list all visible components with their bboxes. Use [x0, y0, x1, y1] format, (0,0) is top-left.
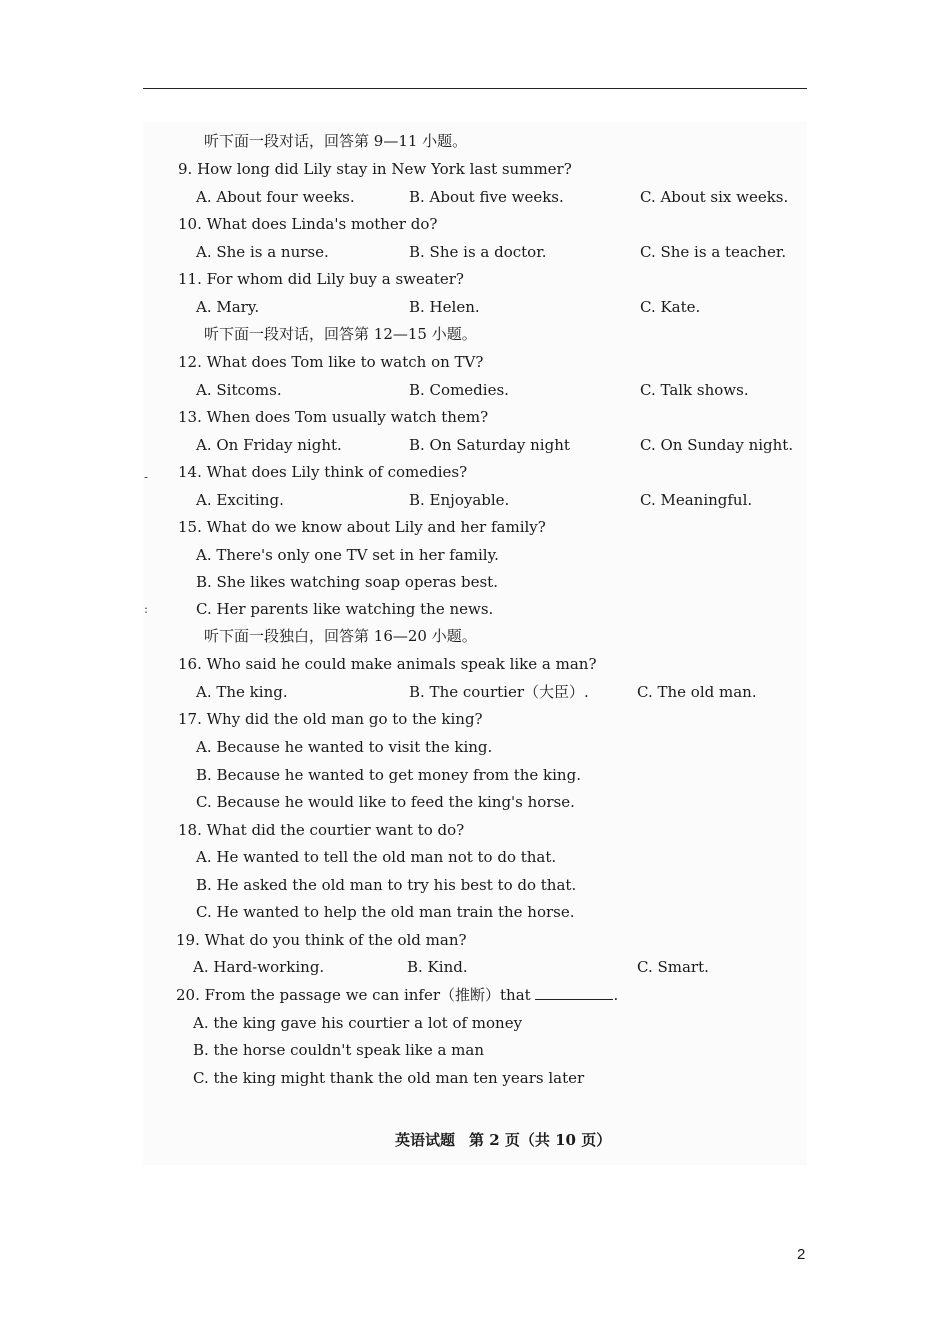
question-20-end: . [613, 986, 619, 1004]
question-20 [176, 985, 618, 1005]
question-20-text: 20. From the passage we can infer（推断）that [176, 986, 531, 1004]
option-19a: A. Hard-working. [193, 958, 325, 976]
option-14b: B. Enjoyable. [409, 491, 510, 509]
section-instruction-2: 听下面一段对话，回答第 12—15 小题。 [204, 325, 477, 343]
option-10b: B. She is a doctor. [409, 243, 547, 261]
option-15b: B. She likes watching soap operas best. [196, 573, 498, 591]
question-17: 17. Why did the old man go to the king? [178, 710, 483, 728]
option-15a: A. There's only one TV set in her family. [196, 546, 499, 564]
section-instruction-3: 听下面一段独白，回答第 16—20 小题。 [204, 627, 477, 645]
option-12a: A. Sitcoms. [196, 381, 282, 399]
question-19: 19. What do you think of the old man? [176, 931, 467, 949]
option-15c: C. Her parents like watching the news. [196, 600, 494, 618]
page-number: 2 [797, 1246, 806, 1263]
question-13: 13. When does Tom usually watch them? [178, 408, 489, 426]
option-20b: B. the horse couldn't speak like a man [193, 1041, 485, 1059]
question-16: 16. Who said he could make animals speak like a man? [178, 655, 597, 673]
option-13a: A. On Friday night. [196, 436, 342, 454]
option-17c: C. Because he would like to feed the king's horse. [196, 793, 575, 811]
option-14c: C. Meaningful. [640, 491, 753, 509]
option-12c: C. Talk shows. [640, 381, 749, 399]
option-9a: A. About four weeks. [196, 188, 355, 206]
option-19c: C. Smart. [637, 958, 709, 976]
question-14: 14. What does Lily think of comedies? [178, 463, 468, 481]
footer-page: 第 2 页（共 10 页） [469, 1131, 612, 1149]
option-13b: B. On Saturday night [409, 436, 570, 454]
option-19b: B. Kind. [407, 958, 468, 976]
option-12b: B. Comedies. [409, 381, 509, 399]
question-15: 15. What do we know about Lily and her family? [178, 518, 546, 536]
question-9: 9. How long did Lily stay in New York last summer? [178, 160, 572, 178]
answer-blank [535, 985, 613, 1000]
scan-mark-1: - [144, 470, 149, 484]
section-instruction-1: 听下面一段对话，回答第 9—11 小题。 [204, 132, 468, 150]
option-16b: B. The courtier（大臣）. [409, 683, 589, 701]
option-13c: C. On Sunday night. [640, 436, 794, 454]
option-20a: A. the king gave his courtier a lot of money [193, 1014, 523, 1032]
option-11a: A. Mary. [196, 298, 260, 316]
option-10a: A. She is a nurse. [196, 243, 329, 261]
question-18: 18. What did the courtier want to do? [178, 821, 465, 839]
option-9b: B. About five weeks. [409, 188, 564, 206]
option-11c: C. Kate. [640, 298, 701, 316]
scan-mark-2: : [144, 602, 149, 616]
top-rule [143, 88, 807, 89]
option-16a: A. The king. [196, 683, 288, 701]
option-18b: B. He asked the old man to try his best to do that. [196, 876, 577, 894]
option-18a: A. He wanted to tell the old man not to do that. [196, 848, 557, 866]
option-16c: C. The old man. [637, 683, 757, 701]
question-10: 10. What does Linda's mother do? [178, 215, 438, 233]
option-18c: C. He wanted to help the old man train the horse. [196, 903, 575, 921]
question-12: 12. What does Tom like to watch on TV? [178, 353, 484, 371]
option-17b: B. Because he wanted to get money from the king. [196, 766, 581, 784]
option-9c: C. About six weeks. [640, 188, 789, 206]
footer-subject: 英语试题 [395, 1131, 456, 1149]
option-11b: B. Helen. [409, 298, 480, 316]
option-14a: A. Exciting. [196, 491, 284, 509]
option-10c: C. She is a teacher. [640, 243, 787, 261]
option-17a: A. Because he wanted to visit the king. [196, 738, 493, 756]
option-20c: C. the king might thank the old man ten years later [193, 1069, 585, 1087]
page-footer [395, 1129, 625, 1150]
question-11: 11. For whom did Lily buy a sweater? [178, 270, 464, 288]
